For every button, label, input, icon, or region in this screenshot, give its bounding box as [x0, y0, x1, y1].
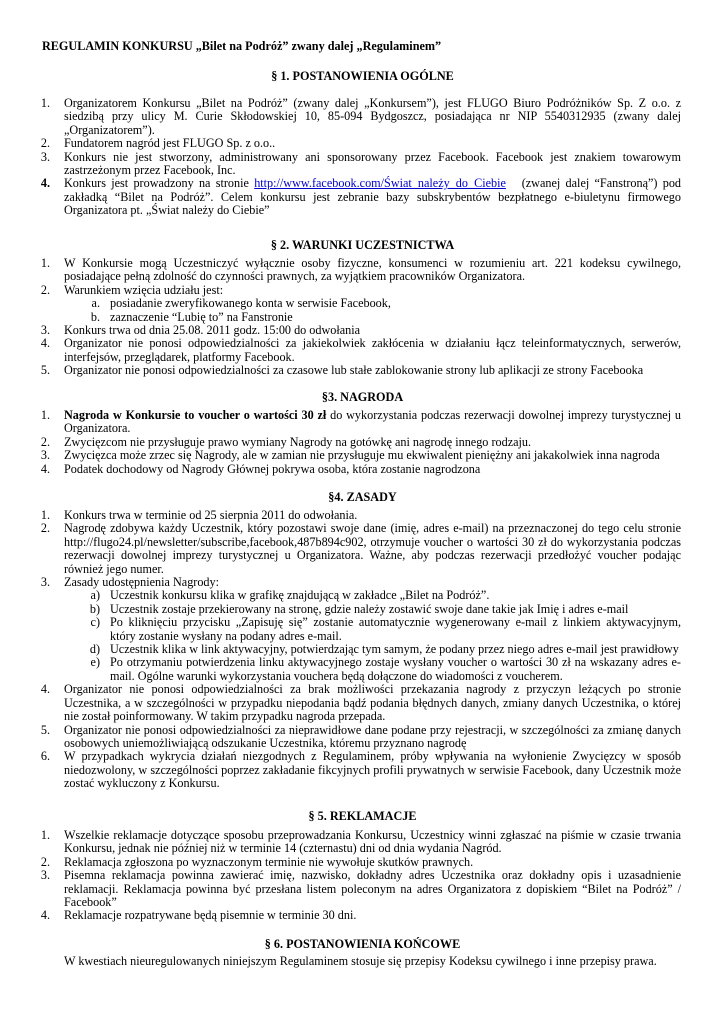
sub-item-text: Uczestnik klika w link aktywacyjny, potwierdzając tym samym, że podany przez niego adres e-mail jest prawidłowy — [110, 642, 679, 657]
section-2-heading: § 2. WARUNKI UCZESTNICTWA — [270, 238, 455, 252]
list-item — [20, 724, 681, 751]
sub-item — [64, 616, 681, 643]
item-text: Konkurs jest prowadzony na stronie — [64, 176, 249, 191]
list-item — [20, 576, 681, 683]
sub-item-letter: c) — [90, 615, 100, 630]
list-item — [20, 284, 681, 324]
item-number: 3. — [40, 149, 50, 164]
sub-item-letter: b) — [89, 601, 100, 616]
section-1-heading: § 1. POSTANOWIENIA OGÓLNE — [271, 69, 454, 83]
item-number: 1. — [40, 508, 50, 522]
item-text: Organizatorem Konkursu „Bilet na Podróż” (zwany dalej „Konkursem”), jest FLUGO Biuro Podróżników Sp. Z o.o. z siedzibą przy ulicy M. Curie Skłodowskiej 10, 85-094 Bydgoszcz, posiadająca nr NIP 5540312935 (zwany dalej „Organizatorem”). — [64, 96, 681, 137]
list-item — [20, 449, 681, 462]
sub-item-text: zaznaczenie “Lubię to” na Fanstronie — [110, 309, 293, 324]
item-number: 2. — [40, 434, 50, 449]
item-text: Zwycięzcom nie przysługuje prawo wymiany Nagrody na gotówkę ani nagrodę innego rodzaju. — [64, 434, 532, 449]
section-4-heading: §4. ZASADY — [328, 490, 397, 504]
sub-item-text: Po otrzymaniu potwierdzenia linku aktywacyjnego zostaje wysłany voucher o wartości 30 zł na wskazany adres e-mail. Ogólne warunki wykorzystania vouchera będą dołączone do wiadomości z voucherem. — [110, 655, 681, 683]
item-number: 3. — [40, 448, 50, 463]
list-item — [20, 750, 681, 790]
section-4-list — [20, 509, 681, 791]
sub-item-letter: b. — [90, 309, 100, 324]
item-number: 4. — [40, 176, 50, 191]
sub-item-text: Uczestnik konkursu klika w grafikę znajdującą w zakładce „Bilet na Podróż”. — [110, 588, 490, 603]
item-text: Organizator nie ponosi odpowiedzialności za czasowe lub stałe zablokowanie strony lub aplikacji ze strony Facebooka — [64, 363, 644, 378]
list-item — [20, 337, 681, 364]
item-text: Zasady udostępnienia Nagrody: — [64, 575, 220, 590]
sub-item — [64, 643, 681, 656]
item-number: 2. — [40, 136, 50, 151]
section-3-heading: §3. NAGRODA — [321, 390, 404, 404]
item-text: Konkurs trwa w terminie od 25 sierpnia 2011 do odwołania. — [64, 508, 358, 522]
item-text: Wszelkie reklamacje dotyczące sposobu przeprowadzania Konkursu, Uczestnicy winni zgłaszać na piśmie w czasie trwania Konkursu, jednak nie później niż w terminie 14 (czternastu) dni od dnia wydania Nagród. — [64, 828, 681, 856]
final-provisions-text: W kwestiach nieuregulowanych niniejszym Regulaminem stosuje się przepisy Kodeksu cywilnego i inne przepisy prawa. — [64, 954, 657, 968]
sub-item — [64, 297, 681, 310]
item-text: Organizator nie ponosi odpowiedzialności za jakiekolwiek zakłócenia w działaniu łącz teleinformatycznych, serwerów, interfejsów, przeglądarek, platformy Facebook. — [64, 336, 681, 364]
item-text: Organizator nie ponosi odpowiedzialności za brak możliwości przekazania nagrody z przyczyn leżących po stronie Uczestnika, a w szczególności w przypadku niepodania bądź podania błędnych danych, zmiany danych Uczestnika, o której nie został poinformowany. W takim przypadku nagroda przepada. — [64, 682, 681, 724]
item-number: 4. — [40, 908, 50, 923]
list-item — [20, 324, 681, 337]
item-number: 3. — [40, 575, 50, 590]
list-item — [20, 683, 681, 723]
item-text: Podatek dochodowy od Nagrody Głównej pokrywa osoba, która zostanie nagrodzona — [64, 461, 481, 476]
facebook-page-link[interactable]: http://www.facebook.com/Świat_należy_do_Ciebie — [254, 176, 506, 191]
item-number: 2. — [40, 521, 50, 536]
sub-item — [64, 589, 681, 602]
list-item — [20, 97, 681, 137]
sub-item-letter: a. — [91, 296, 100, 311]
item-text: Zwycięzca może zrzec się Nagrody, ale w zamian nie przysługuje mu ekwiwalent pieniężny ani jakakolwiek inna nagroda — [64, 448, 660, 463]
sub-item-text: posiadanie zweryfikowanego konta w serwisie Facebook, — [110, 296, 391, 311]
item-number: 2. — [40, 282, 50, 297]
list-item — [20, 463, 681, 476]
item-number: 5. — [40, 722, 50, 737]
item-text: Pisemna reklamacja powinna zawierać imię, nazwisko, dokładny adres Uczestnika oraz dokładny opis i uzasadnienie reklamacji. Reklamacja powinna być przesłana listem poleconym na adres Organizatora z dopiskiem “Bilet na Podróż” / Facebook” — [64, 868, 681, 910]
sub-item-letter: a) — [90, 588, 100, 603]
sub-item-text: Po kliknięciu przycisku „Zapisuję się” zostanie automatycznie wygenerowany e-mail z linkiem aktywacyjnym, który zostanie wysłany na podany adres e-mail. — [110, 615, 681, 643]
item-text: do wykorzystania podczas rezerwacji dowolnej imprezy turystycznej u Organizatora. — [64, 408, 681, 436]
section-5-heading: § 5. REKLAMACJE — [308, 809, 417, 823]
item-text: Reklamacja zgłoszona po wyznaczonym terminie nie wywołuje skutków prawnych. — [64, 854, 474, 869]
list-item — [20, 909, 681, 922]
list-item — [20, 436, 681, 449]
section-5-list — [20, 829, 681, 923]
prize-rules — [64, 589, 681, 683]
list-item — [20, 137, 681, 150]
sub-item — [64, 603, 681, 616]
list-item — [20, 409, 681, 436]
item-text: Nagrodę zdobywa każdy Uczestnik, który pozostawi swoje dane (imię, adres e-mail) na przeznaczonej do tego celu stronie http://flugo24.pl/newsletter/subscribe,facebook,487b894c902, otrzymuje voucher o wartości 30 zł do wykorzystania podczas rezerwacji dowolnej imprezy turystycznej u Organizatora. Ważne, aby podczas rezerwacji przedłożyć voucher podając również jego numer. — [64, 521, 681, 576]
item-text: Reklamacje rozpatrywane będą pisemnie w terminie 30 dni. — [64, 908, 357, 923]
prize-highlight: Nagroda w Konkursie to voucher o wartości 30 zł — [64, 408, 327, 422]
section-6-heading: § 6. POSTANOWIENIA KOŃCOWE — [264, 937, 461, 951]
item-number: 1. — [40, 828, 50, 842]
list-item — [20, 177, 681, 217]
item-number: 4. — [40, 336, 50, 351]
sub-item — [64, 311, 681, 324]
section-1-list — [20, 97, 681, 218]
list-item — [20, 869, 681, 909]
item-text: Konkurs nie jest stworzony, administrowany ani sponsorowany przez Facebook. Facebook jest znakiem towarowym zastrzeżonym przez Facebook, Inc. — [64, 149, 681, 178]
participation-conditions — [64, 297, 681, 324]
list-item — [20, 509, 681, 522]
document-title: REGULAMIN KONKURSU „Bilet na Podróż” zwany dalej „Regulaminem” — [42, 39, 442, 53]
item-number: 1. — [40, 256, 50, 270]
sub-item-text: Uczestnik zostaje przekierowany na stronę, gdzie należy zostawić swoje dane takie jak Imię i adres e-mail — [110, 601, 629, 616]
item-text: (zwanej dalej “Fanstroną”) pod zakładką “Bilet na Podróż”. Celem konkursu jest zebranie bazy subskrybentów bezpłatnego e-biuletynu firmowego Organizatora pt. „Świat należy do Ciebie” — [64, 176, 682, 218]
section-3-list — [20, 409, 681, 476]
item-number: 4. — [40, 682, 50, 697]
section-2-list — [20, 257, 681, 378]
item-text: Warunkiem wzięcia udziału jest: — [64, 282, 224, 297]
sub-item — [64, 656, 681, 683]
item-number: 4. — [40, 461, 50, 476]
sub-item-letter: e) — [90, 655, 100, 670]
sub-item-letter: d) — [89, 642, 100, 657]
list-item — [20, 364, 681, 377]
list-item — [20, 856, 681, 869]
item-number: 6. — [40, 749, 50, 764]
item-text: Organizator nie ponosi odpowiedzialności za nieprawidłowe dane podane przy rejestracji, w szczególności za zmianę danych osobowych uniemożliwiającą odszukanie Uczestnika, któremu przyznano nagrodę — [64, 722, 681, 750]
item-number: 1. — [40, 96, 50, 110]
item-text: W Konkursie mogą Uczestniczyć wyłącznie osoby fizyczne, konsumenci w rozumieniu art. 221 kodeksu cywilnego, posiadające pełną zdolność do czynności prawnych, za wyjątkiem pracowników Organizatora. — [64, 256, 681, 284]
item-number: 3. — [40, 868, 50, 883]
item-number: 1. — [40, 408, 50, 422]
item-text: Fundatorem nagród jest FLUGO Sp. z o.o.. — [64, 136, 276, 151]
list-item — [20, 151, 681, 178]
list-item — [20, 522, 681, 576]
item-text: Konkurs trwa od dnia 25.08. 2011 godz. 15:00 do odwołania — [64, 323, 361, 338]
item-text: W przypadkach wykrycia działań niezgodnych z Regulaminem, próby wpływania na wyłonienie Zwycięzcy w sposób niedozwolony, w szczególności poprzez zakładanie fikcyjnych profili prywatnych w serwisie Facebook, dany Uczestnik może zostać wykluczony z Konkursu. — [64, 749, 681, 791]
list-item — [20, 829, 681, 856]
item-number: 5. — [40, 363, 50, 378]
item-number: 3. — [40, 323, 50, 338]
item-number: 2. — [40, 854, 50, 869]
list-item — [20, 257, 681, 284]
